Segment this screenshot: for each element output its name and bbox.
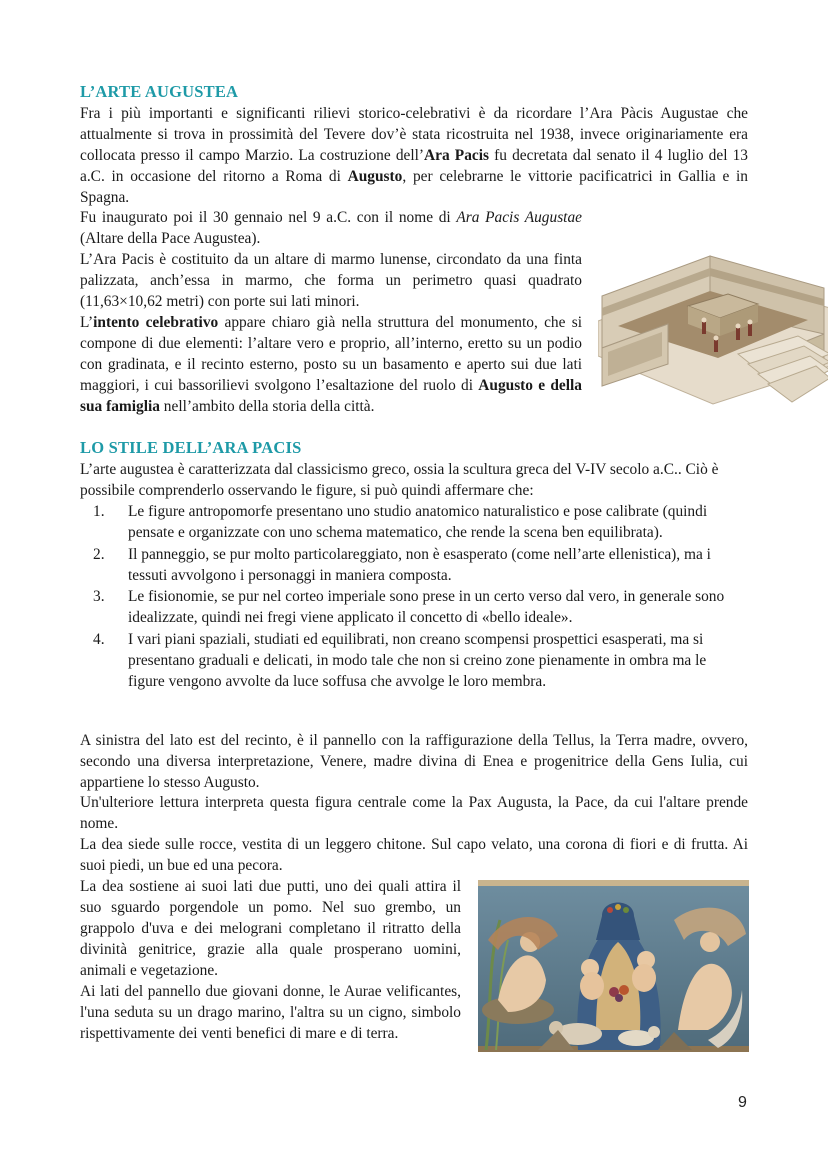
list-item: 4. I vari piani spaziali, studiati ed equilibrati, non creano scompensi prospettici esasperati, ma si presentano graduali e delicati, in modo tale che non si creino zone pienamente in ombra ma le figure vengono avvolte da luce soffusa che avvolge le loro membra. bbox=[93, 630, 707, 691]
paragraph-style-intro: L’arte augustea è caratterizzata dal classicismo greco, ossia la scultura greca del V-IV secolo a.C.. Ciò è possibile comprenderlo osservando le figure, si può quindi affermare che: bbox=[80, 461, 719, 499]
style-features-list bbox=[80, 501, 730, 693]
paragraph-tellus: A sinistra del lato est del recinto, è il pannello con la raffigurazione della Tellus, la Terra madre, ovvero, secondo una diversa interpretazione, Venere, madre divina di Enea e progenitrice della Gens Iulia, cui appartiene lo stesso Augusto. bbox=[80, 732, 748, 791]
paragraph-altar-description: L’Ara Pacis è costituito da un altare di marmo lunense, circondato da una finta palizzata, anch’essa in marmo, che forma un perimetro quasi quadrato (11,63×10,62 metri) con porte sui lati minori. bbox=[80, 251, 582, 310]
paragraph-intro: Fra i più importanti e significanti rilievi storico-celebrativi è da ricordare l’Ara Pàcis Augustae che attualmente si trova in prossimità del Tevere dov’è stata ricostruita nel 1938, invece originariamente era collocata presso il campo Marzio. La costruzione dell’Ara Pacis fu decretata dal senato il 4 luglio del 13 a.C. in occasione del ritorno a Roma di Augusto, per celebrarne le vittorie pacificatrici in Gallia e in Spagna. bbox=[80, 105, 748, 206]
paragraph-pax-augusta: Un'ulteriore lettura interpreta questa figura centrale come la Pax Augusta, la Pace, da cui l'altare prende nome. bbox=[80, 794, 748, 832]
tellus-relief-image bbox=[478, 880, 749, 1052]
list-item: 1. Le figure antropomorfe presentano uno studio anatomico naturalistico e pose calibrate (quindi pensate e organizzate con uno schema matematico, che rende la scena ben equilibrata). bbox=[93, 503, 708, 542]
list-item: 3. Le fisionomie, se pur nel corteo imperiale sono prese in un certo verso dal vero, in generale sono idealizzate, quindi nei fregi viene applicato il concetto di «bello ideale». bbox=[93, 588, 725, 627]
list-item: 2. Il panneggio, se pur molto particolareggiato, non è esasperato (come nell’arte ellenistica), ma i tessuti avvolgono i personaggi in maniera composta. bbox=[93, 545, 711, 584]
section-title-arte-augustea: L’ARTE AUGUSTEA bbox=[80, 82, 239, 101]
ara-pacis-illustration bbox=[598, 236, 828, 406]
page-number: 9 bbox=[738, 1094, 747, 1111]
section-title-stile: LO STILE DELL’ARA PACIS bbox=[80, 438, 302, 457]
paragraph-inauguration: Fu inaugurato poi il 30 gennaio nel 9 a.C. con il nome di Ara Pacis Augustae (Altare della Pace Augustea). bbox=[80, 209, 582, 247]
paragraph-aurae: Ai lati del pannello due giovani donne, le Aurae velificantes, l'una seduta su un drago marino, l'altra su un cigno, simbolo rispettivamente dei venti benefici di mare e di terra. bbox=[80, 983, 461, 1042]
paragraph-putti: La dea sostiene ai suoi lati due putti, uno dei quali attira il suo sguardo porgendole un pomo. Nel suo grembo, un grappolo d'uva e dei melograni completano il ritratto della divinità genitrice, grazie alla quale prosperano uomini, animali e vegetazione. bbox=[80, 878, 461, 979]
paragraph-goddess: La dea siede sulle rocce, vestita di un leggero chitone. Sul capo velato, una corona di fiori e di frutta. Ai suoi piedi, un bue ed una pecora. bbox=[80, 836, 748, 874]
paragraph-celebratory-intent: L’intento celebrativo appare chiaro già nella struttura del monumento, che si compone di due elementi: l’altare vero e proprio, all’interno, eretto su un podio con gradinata, e il recinto esterno, posto su un basamento e aperto sui due lati maggiori, i cui bassorilievi svolgono l’esaltazione del ruolo di Augusto e della sua famiglia nell’ambito della storia della città. bbox=[80, 314, 582, 415]
